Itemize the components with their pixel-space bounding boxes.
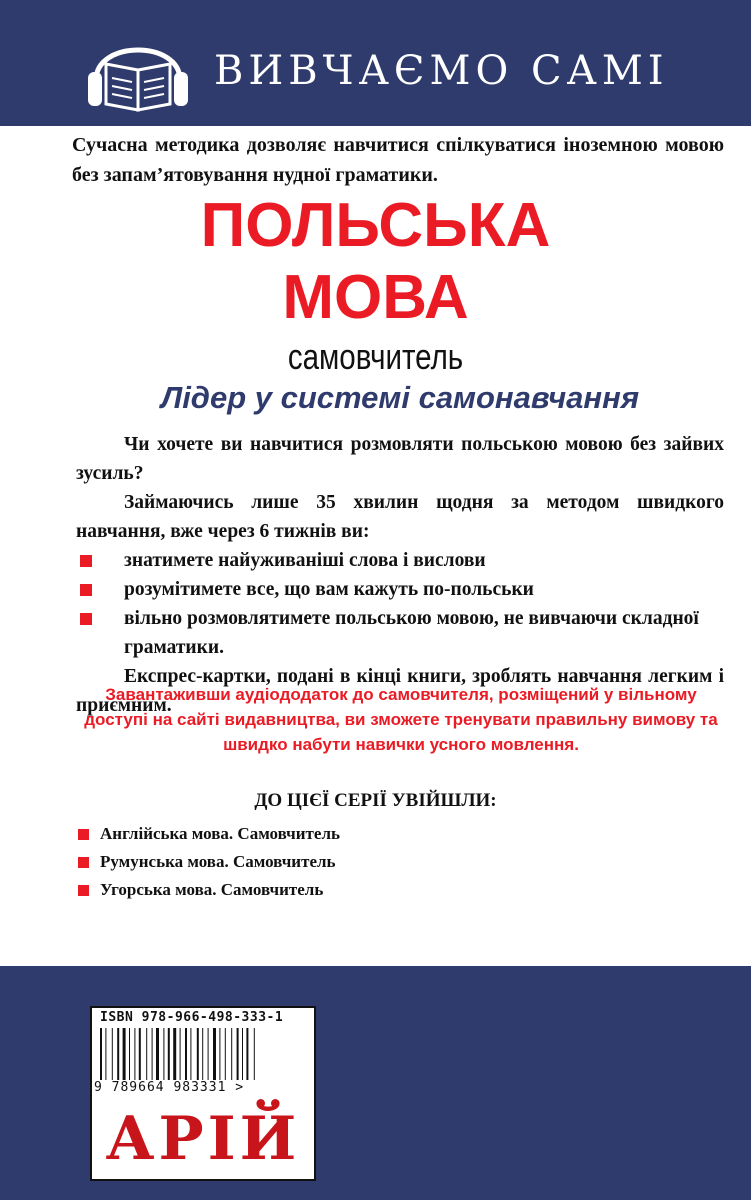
book-title-line2: МОВА [282, 263, 469, 332]
barcode-bar [231, 1028, 232, 1082]
benefit-item [76, 604, 724, 662]
barcode-bar [202, 1028, 203, 1082]
barcode [90, 1006, 316, 1103]
series-title: ВИВЧАЄМО САМІ [214, 48, 669, 94]
barcode-bar [152, 1028, 153, 1082]
barcode-bar [190, 1028, 191, 1082]
slogan: Лідер у системі самонавчання [160, 380, 640, 415]
description-paragraph: Займаючись лише 35 хвилин щодня за методом швидкого навчання, вже через 6 тижнів ви: [76, 492, 724, 542]
barcode-bars [100, 1028, 306, 1082]
barcode-bar [208, 1028, 209, 1082]
barcode-bar [134, 1028, 135, 1082]
series-item [76, 876, 576, 904]
barcode-bar [168, 1028, 170, 1082]
benefit-item [76, 546, 724, 575]
publisher-box [90, 1099, 316, 1181]
barcode-bar [100, 1028, 102, 1082]
red-square-bullet-icon [80, 584, 92, 596]
description-paragraph: Чи хочете ви навчитися розмовляти польською мовою без зайвих зусиль? [76, 434, 724, 484]
barcode-digits: 9 789664 983331 > [94, 1080, 312, 1095]
barcode-bar [123, 1028, 126, 1082]
barcode-bar [156, 1028, 159, 1082]
red-square-bullet-icon [78, 829, 89, 840]
barcode-bar [173, 1028, 176, 1082]
benefit-text: вільно розмовлятимете польською мовою, не вивчаючи складної граматики. [124, 608, 699, 658]
barcode-bar [197, 1028, 199, 1082]
barcode-bar [180, 1028, 181, 1082]
barcode-bar [105, 1028, 106, 1082]
audio-note: Завантаживши аудіододаток до самовчителя, розміщений у вільному доступі на сайті видавництва, ви зможете тренувати правильну вимову та швидко набути навички усного мовлення. [84, 685, 718, 754]
book-subtitle: самовчитель [287, 336, 464, 377]
barcode-bar [225, 1028, 226, 1082]
barcode-bar [129, 1028, 130, 1082]
benefit-text: розумітимете все, що вам кажуть по-польськи [124, 579, 534, 600]
barcode-bar [146, 1028, 147, 1082]
red-square-bullet-icon [78, 857, 89, 868]
barcode-bar [246, 1028, 248, 1082]
barcode-bar [242, 1028, 243, 1082]
barcode-bar [213, 1028, 216, 1082]
barcode-bar [139, 1028, 141, 1082]
series-item [76, 848, 576, 876]
series-item-label: Угорська мова. Самовчитель [100, 880, 324, 899]
barcode-bar [254, 1028, 255, 1082]
barcode-bar [112, 1028, 113, 1082]
description-paragraph: Експрес-картки, подані в кінці книги, зроблять навчання легким і приємним. [76, 666, 724, 716]
barcode-bar [163, 1028, 164, 1082]
series-item-label: Англійська мова. Самовчитель [100, 824, 340, 843]
red-square-bullet-icon [80, 555, 92, 567]
series-heading: ДО ЦІЄЇ СЕРІЇ УВІЙШЛИ: [254, 790, 497, 811]
description [76, 430, 724, 720]
isbn-label: ISBN 978-966-498-333-1 [100, 1010, 284, 1025]
series-item-label: Румунська мова. Самовчитель [100, 852, 336, 871]
series-item [76, 820, 576, 848]
intro-text: Сучасна методика дозволяє навчитися спілкуватися іноземною мовою без запам’ятовування нудної граматики. [72, 134, 724, 186]
barcode-bar [185, 1028, 187, 1082]
red-square-bullet-icon [80, 613, 92, 625]
cover-content [0, 126, 751, 966]
benefit-item [76, 575, 724, 604]
barcode-bar [117, 1028, 119, 1082]
benefit-text: знатимете найуживаніші слова і вислови [124, 550, 486, 571]
barcode-bar [219, 1028, 220, 1082]
header-band [0, 0, 751, 126]
book-title [0, 190, 751, 334]
publisher-logo: АРІЙ [105, 1104, 301, 1174]
barcode-bar [237, 1028, 239, 1082]
book-title-line1: ПОЛЬСЬКА [200, 191, 551, 260]
series-list [76, 820, 576, 904]
red-square-bullet-icon [78, 885, 89, 896]
book-with-headphones-icon [86, 22, 190, 116]
